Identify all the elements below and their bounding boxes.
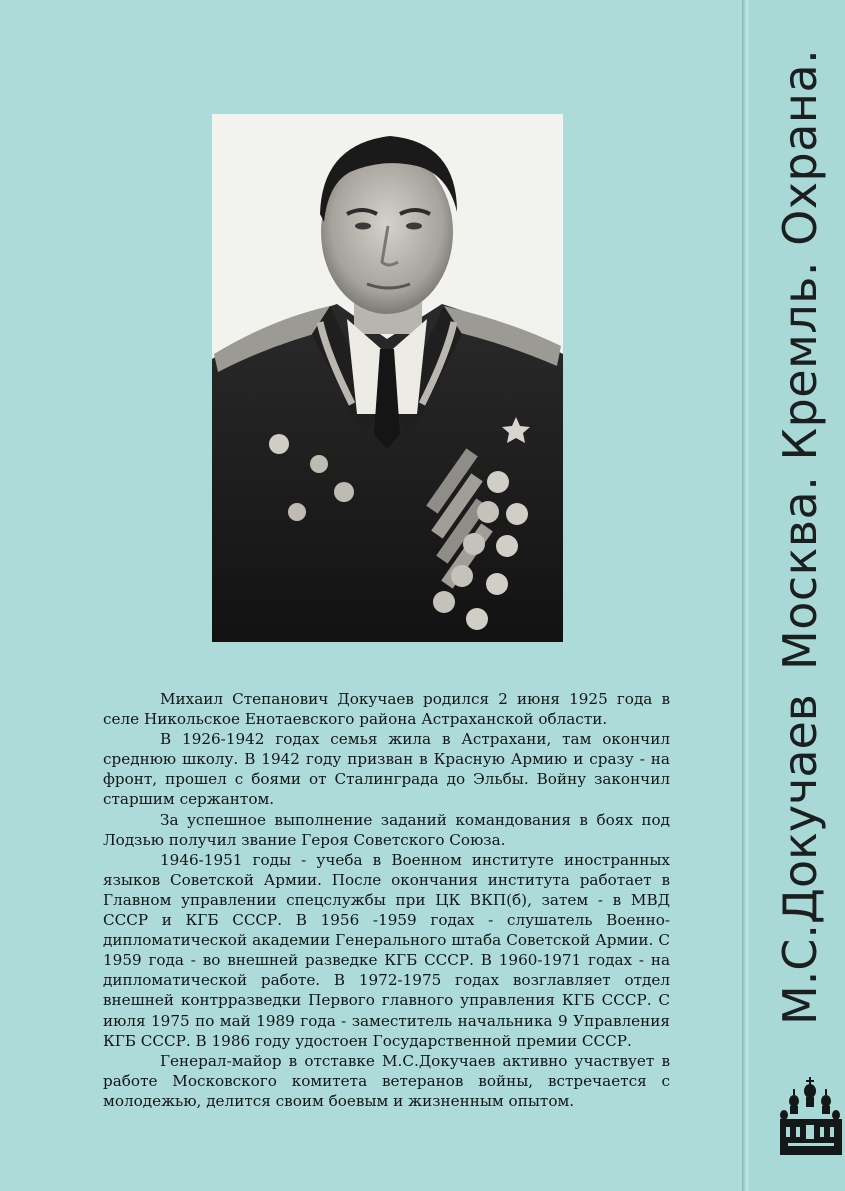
spine-edge bbox=[742, 0, 750, 1191]
bio-paragraph: 1946-1951 годы - учеба в Военном институте иностранных языков Советской Армии. После окончания института работает в Главном управлении спецслужбы при ЦК ВКП(б), затем - в МВД СССР и КГБ СССР. В 1956 -1959 годах - слушатель Военно-дипломатической академии Генерального штаба Советской Армии. С 1959 года - во внешней разведке КГБ СССР. В 1960-1971 годах - на дипломатической работе. В 1972-1975 годах возглавляет отдел внешней контрразведки Первого главного управления КГБ СССР. С июля 1975 по май 1989 года - заместитель начальника 9 Управления КГБ СССР. В 1986 году удостоен Государственной премии СССР. bbox=[103, 850, 670, 1050]
bio-paragraph: Михаил Степанович Докучаев родился 2 июня 1925 года в селе Никольское Енотаевского района Астраханской области. bbox=[103, 690, 670, 729]
spine-author: М.С.Докучаев bbox=[773, 694, 827, 1025]
author-biography bbox=[103, 689, 670, 1111]
bio-paragraph: Генерал-майор в отставке М.С.Докучаев активно участвует в работе Московского комитета ветеранов войны, встречается с молодежью, делится своим боевым и жизненным опытом. bbox=[103, 1051, 670, 1110]
author-portrait-photo bbox=[212, 114, 563, 642]
bio-paragraph: В 1926-1942 годах семья жила в Астрахани, там окончил среднюю школу. В 1942 году призван в Красную Армию и сразу - на фронт, прошел с боями от Сталинграда до Эльбы. Войну закончил старшим сержантом. bbox=[103, 730, 670, 809]
spine-title: Москва. Кремль. Охрана. bbox=[773, 48, 827, 670]
bio-paragraph: За успешное выполнение заданий командования в боях под Лодзью получил звание Героя Советского Союза. bbox=[103, 810, 670, 849]
publisher-logo-icon bbox=[778, 1075, 844, 1157]
